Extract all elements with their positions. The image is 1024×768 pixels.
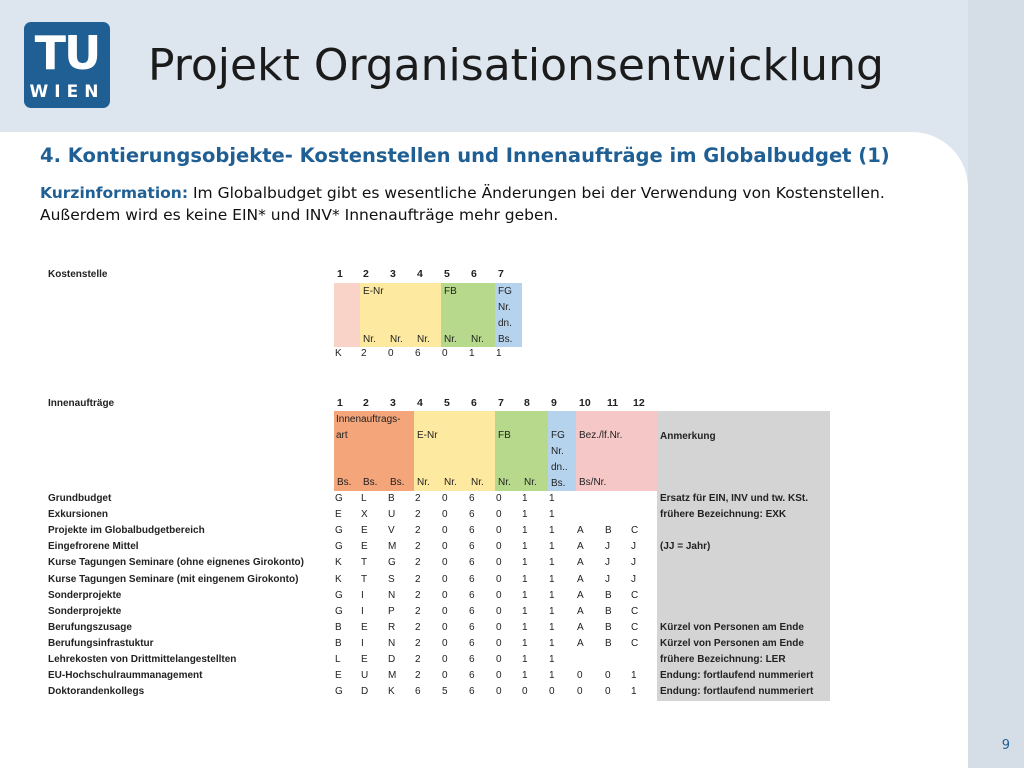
ia-cell: D [388,654,396,665]
kst-col-number: 1 [337,268,343,280]
short-info-label: Kurzinformation: [40,184,189,202]
kostenstelle-label: Kostenstelle [48,269,108,280]
ia-cell: 1 [549,621,555,633]
ia-cell: A [577,605,584,617]
ia-cell: 0 [442,541,448,553]
ia-row-label: Doktorandenkollegs [48,686,145,698]
ia-cell: E [361,541,368,553]
ia-cell: B [335,637,342,649]
ia-cell: 6 [469,686,475,698]
ia-cell: 1 [522,637,528,649]
ia-cell: N [388,589,396,601]
ia-cell: 2 [415,621,421,633]
kst-value: 1 [496,348,502,359]
ia-cell: 1 [522,541,528,553]
kst-col-number: 4 [417,268,423,280]
ia-cell: 2 [415,654,421,665]
ia-cell: 6 [469,637,475,649]
page-number: 9 [1001,738,1010,753]
ia-cell: 0 [605,686,611,698]
ia-cell: 2 [415,541,421,553]
ia-cell: 2 [415,589,421,601]
ia-bottom-label: Bs. [390,477,405,488]
kst-value: K [335,348,342,359]
kst-value: 0 [388,348,394,359]
ia-cell: 2 [415,573,421,585]
kst-fg-label: FG [498,286,512,297]
ia-cell: 0 [442,670,448,682]
ia-cell: B [605,637,612,649]
ia-row-note: Ersatz für EIN, INV und tw. KSt. [660,493,808,504]
ia-cell: 5 [442,686,448,698]
ia-cell: 1 [522,573,528,585]
ia-cell: B [388,493,395,504]
ia-cell: T [361,573,368,585]
ia-col-number: 5 [444,397,450,409]
ia-cell: 6 [469,654,475,665]
ia-row-note: Kürzel von Personen am Ende [660,621,804,633]
ia-art-label-2: art [336,430,348,441]
ia-bez-label: Bez./lf.Nr. [579,430,623,441]
kst-value: 1 [469,348,475,359]
ia-cell: 1 [522,557,528,569]
ia-col-number: 12 [633,397,645,409]
ia-cell: V [388,525,395,537]
ia-row-label: Lehrekosten von Drittmittelangestellten [48,654,237,665]
ia-cell: 6 [469,605,475,617]
ia-cell: 0 [605,670,611,682]
ia-cell: K [335,557,342,569]
ia-cell: 1 [522,670,528,682]
ia-cell: 0 [496,525,502,537]
ia-fg-label: FG [551,430,565,441]
ia-cell: G [335,493,343,504]
ia-cell: 6 [469,589,475,601]
ia-cell: 1 [549,525,555,537]
ia-cell: 1 [522,654,528,665]
ia-cell: 0 [496,509,502,521]
ia-row-label: Berufungsinfrastuktur [48,637,154,649]
ia-cell: 0 [496,605,502,617]
kst-col-number: 7 [498,268,504,280]
ia-cell: J [605,557,610,569]
ia-cell: 0 [496,654,502,665]
ia-cell: K [388,686,395,698]
kst-value: 0 [442,348,448,359]
ia-bottom-label: Bs. [337,477,352,488]
ia-cell: E [335,509,342,521]
ia-bsnr-label: Bs/Nr. [579,477,607,488]
ia-cell: I [361,605,364,617]
section-heading: 4. Kontierungsobjekte- Kostenstellen und Innenaufträge im Globalbudget (1) [40,144,890,167]
ia-row-label: Eingefrorene Mittel [48,541,139,553]
ia-cell: 0 [496,589,502,601]
ia-row-note: frühere Bezeichnung: LER [660,654,786,665]
kst-col-number: 5 [444,268,450,280]
ia-cell: I [361,637,364,649]
ia-cell: 0 [442,654,448,665]
short-info-line2: Außerdem wird es keine EIN* und INV* Innenaufträge mehr geben. [40,206,559,224]
ia-cell: J [631,541,636,553]
ia-cell: B [605,605,612,617]
ia-cell: 0 [496,493,502,504]
ia-row-label: Exkursionen [48,509,109,521]
ia-cell: 6 [415,686,421,698]
ia-cell: 0 [442,557,448,569]
ia-cell: S [388,573,395,585]
ia-cell: G [335,686,343,698]
ia-cell: 1 [549,589,555,601]
ia-cell: 1 [522,525,528,537]
ia-cell: G [335,605,343,617]
ia-row-note: Endung: fortlaufend nummeriert [660,670,814,682]
kst-nr-label: Nr. [363,334,376,345]
ia-cell: 6 [469,573,475,585]
ia-cell: 6 [469,525,475,537]
ia-row-label: EU-Hochschulraummanagement [48,670,203,682]
ia-cell: R [388,621,396,633]
ia-cell: 2 [415,525,421,537]
ia-bottom-label: Nr. [417,477,430,488]
ia-art-label-1: Innenauftrags- [336,414,401,425]
ia-cell: 2 [415,637,421,649]
kst-enr-label: E-Nr [363,286,384,297]
ia-cell: G [335,525,343,537]
ia-cell: B [605,621,612,633]
ia-cell: 0 [496,621,502,633]
kst-nr-label: Nr. [444,334,457,345]
ia-cell: 1 [549,654,555,665]
ia-bottom-label: Nr. [444,477,457,488]
logo-text-bottom: WIEN [29,82,105,102]
ia-cell: A [577,557,584,569]
ia-anm-label: Anmerkung [660,431,716,442]
ia-cell: 2 [415,493,421,504]
ia-cell: 1 [549,670,555,682]
ia-cell: 0 [522,686,528,698]
ia-cell: 1 [549,605,555,617]
innenauftraege-label: Innenaufträge [48,398,115,409]
ia-row-label: Kurse Tagungen Seminare (ohne eignenes Girokonto) [48,557,304,569]
ia-cell: 1 [549,493,555,504]
kst-col-number: 2 [363,268,369,280]
ia-cell: 6 [469,557,475,569]
ia-cell: A [577,621,584,633]
ia-cell: C [631,621,639,633]
ia-cell: C [631,605,639,617]
ia-row-label: Projekte im Globalbudgetbereich [48,525,205,537]
kst-value: 2 [361,348,367,359]
kst-value: 6 [415,348,421,359]
ia-cell: P [388,605,395,617]
ia-cell: 1 [522,589,528,601]
ia-row-label: Berufungszusage [48,621,132,633]
ia-cell: 0 [496,573,502,585]
kst-nr-label: Nr. [417,334,430,345]
ia-fg-label: dn.. [551,462,568,473]
logo-text-top: TU [34,26,100,80]
ia-cell: 0 [442,525,448,537]
kst-col-number: 6 [471,268,477,280]
ia-cell: B [605,525,612,537]
ia-cell: 0 [577,670,583,682]
ia-col-number: 2 [363,397,369,409]
ia-cell: 1 [631,670,637,682]
ia-cell: 0 [549,686,555,698]
ia-cell: 1 [631,686,637,698]
ia-fb-label: FB [498,430,511,441]
ia-cell: 2 [415,670,421,682]
ia-row-label: Grundbudget [48,493,112,504]
ia-cell: J [631,557,636,569]
ia-bottom-label: Nr. [498,477,511,488]
ia-cell: 1 [522,621,528,633]
ia-cell: J [631,573,636,585]
ia-fg-label: Bs. [551,478,566,489]
ia-cell: A [577,589,584,601]
ia-cell: 1 [549,557,555,569]
ia-cell: 0 [496,541,502,553]
ia-cell: I [361,589,364,601]
kst-block-pink [334,283,360,347]
ia-cell: 0 [442,509,448,521]
ia-cell: A [577,573,584,585]
ia-cell: 1 [522,493,528,504]
ia-cell: 1 [522,605,528,617]
ia-cell: G [335,589,343,601]
ia-row-note: frühere Bezeichnung: EXK [660,509,787,521]
ia-col-number: 1 [337,397,343,409]
ia-bottom-label: Bs. [363,477,378,488]
ia-cell: 6 [469,670,475,682]
ia-cell: 6 [469,541,475,553]
ia-cell: 1 [549,637,555,649]
ia-row-note: Endung: fortlaufend nummeriert [660,686,814,698]
ia-cell: E [335,670,342,682]
ia-col-number: 3 [390,397,396,409]
short-info-line1: Im Globalbudget gibt es wesentliche Änderungen bei der Verwendung von Kostenstellen. [188,184,885,202]
ia-row-label: Kurse Tagungen Seminare (mit eingenem Girokonto) [48,573,299,585]
ia-cell: D [361,686,369,698]
ia-cell: 0 [442,493,448,504]
ia-cell: M [388,541,397,553]
ia-row-label: Sonderprojekte [48,589,122,601]
ia-cell: C [631,637,639,649]
ia-cell: J [605,573,610,585]
ia-col-number: 9 [551,397,557,409]
kst-fg-label: Nr. [498,302,511,313]
ia-cell: 6 [469,621,475,633]
ia-row-label: Sonderprojekte [48,605,122,617]
ia-cell: 0 [442,605,448,617]
ia-cell: U [388,509,396,521]
ia-col-number: 11 [607,397,619,409]
ia-col-number: 8 [524,397,530,409]
ia-cell: A [577,525,584,537]
ia-cell: 0 [496,670,502,682]
kst-fb-label: FB [444,286,457,297]
kst-fg-label: dn. [498,318,512,329]
ia-cell: 1 [549,509,555,521]
ia-cell: N [388,637,396,649]
ia-cell: K [335,573,342,585]
ia-cell: 0 [442,637,448,649]
ia-cell: J [605,541,610,553]
ia-cell: G [388,557,396,569]
ia-cell: B [335,621,342,633]
ia-cell: 0 [442,573,448,585]
ia-cell: 0 [496,686,502,698]
ia-cell: 0 [496,637,502,649]
ia-cell: 2 [415,605,421,617]
ia-cell: E [361,621,368,633]
ia-cell: T [361,557,368,569]
ia-enr-label: E-Nr [417,430,438,441]
ia-cell: 6 [469,509,475,521]
ia-cell: G [335,541,343,553]
ia-cell: X [361,509,368,521]
ia-cell: 0 [442,589,448,601]
ia-cell: U [361,670,369,682]
ia-cell: L [335,654,341,665]
ia-cell: 0 [496,557,502,569]
kst-col-number: 3 [390,268,396,280]
ia-cell: M [388,670,397,682]
ia-cell: 2 [415,509,421,521]
kst-nr-label: Nr. [471,334,484,345]
ia-cell: 2 [415,557,421,569]
ia-cell: 1 [549,541,555,553]
ia-cell: A [577,541,584,553]
ia-cell: C [631,525,639,537]
ia-col-number: 10 [579,397,591,409]
ia-cell: A [577,637,584,649]
ia-row-note: (JJ = Jahr) [660,541,711,553]
kst-fg-label: Bs. [498,334,513,345]
slide-title: Projekt Organisationsentwicklung [148,40,884,91]
ia-col-number: 7 [498,397,504,409]
ia-row-note: Kürzel von Personen am Ende [660,637,804,649]
ia-cell: 1 [549,573,555,585]
ia-cell: C [631,589,639,601]
ia-col-number: 4 [417,397,423,409]
ia-cell: E [361,654,368,665]
ia-cell: 1 [522,509,528,521]
kst-nr-label: Nr. [390,334,403,345]
ia-fg-label: Nr. [551,446,564,457]
ia-cell: L [361,493,367,504]
ia-cell: 6 [469,493,475,504]
ia-cell: E [361,525,368,537]
ia-cell: 0 [577,686,583,698]
ia-bottom-label: Nr. [524,477,537,488]
ia-cell: B [605,589,612,601]
ia-bottom-label: Nr. [471,477,484,488]
ia-col-number: 6 [471,397,477,409]
ia-cell: 0 [442,621,448,633]
